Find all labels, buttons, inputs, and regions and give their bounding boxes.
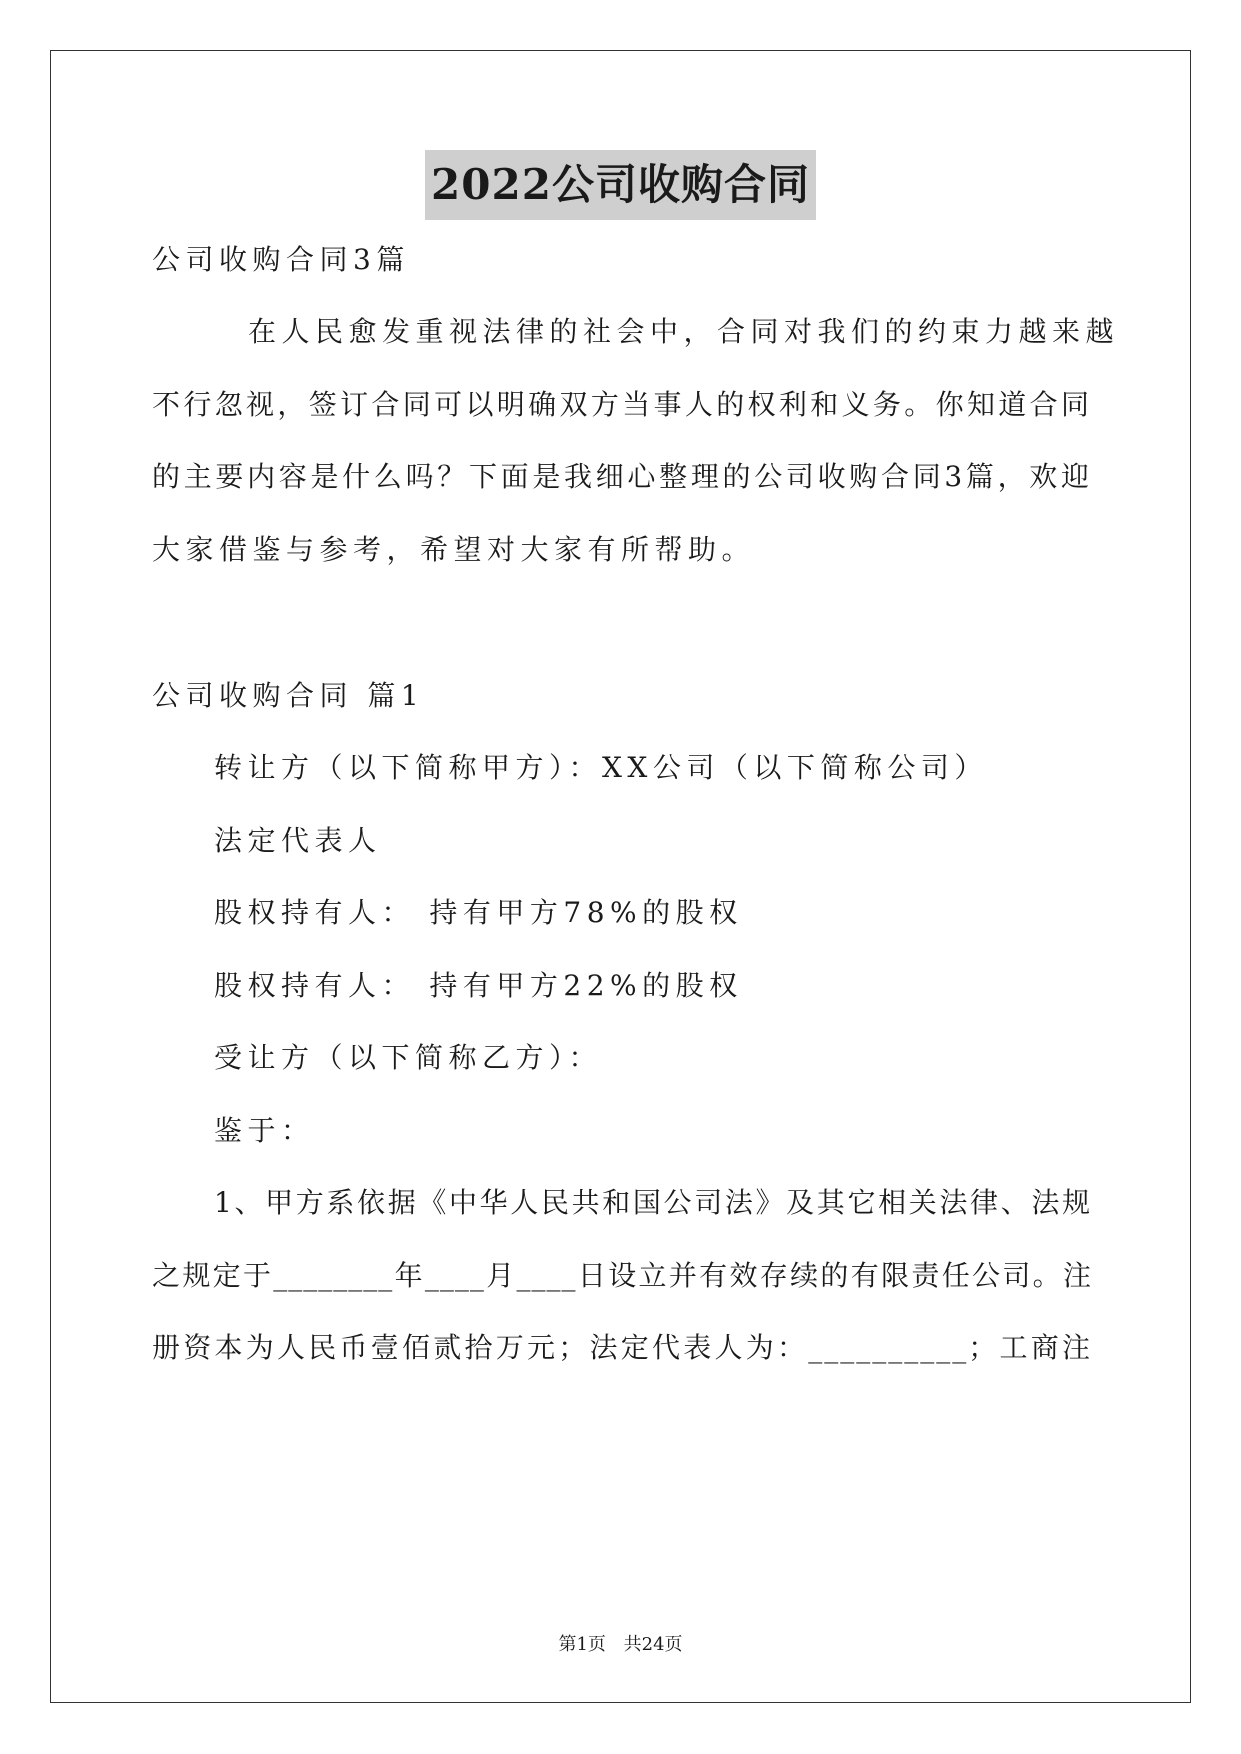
section-heading: 公司收购合同 篇1	[152, 679, 425, 712]
document-title: 2022公司收购合同	[425, 150, 816, 220]
intro-line-3: 的主要内容是什么吗？下面是我细心整理的公司收购合同3篇，欢迎	[152, 460, 1092, 493]
clause-1-line-3: 册资本为人民币壹佰贰拾万元；法定代表人为：__________；工商注	[152, 1331, 1092, 1364]
page-total: 共24页	[623, 1634, 683, 1655]
party-legal-rep: 法定代表人	[214, 824, 382, 857]
intro-line-4: 大家借鉴与参考，希望对大家有所帮助。	[152, 533, 756, 566]
page-number: 第1页	[558, 1634, 606, 1655]
clause-1-line-2: 之规定于________年____月____日设立并有效存续的有限责任公司。注	[152, 1259, 1092, 1292]
party-shareholder-2: 股权持有人： 持有甲方22%的股权	[214, 969, 743, 1002]
page-footer	[0, 1630, 1241, 1656]
party-shareholder-1: 股权持有人： 持有甲方78%的股权	[214, 896, 743, 929]
clause-1-line-1: 1、甲方系依据《中华人民共和国公司法》及其它相关法律、法规	[214, 1186, 1092, 1219]
page-border	[50, 50, 1191, 1703]
party-transferee: 受让方（以下简称乙方）：	[214, 1041, 603, 1074]
party-transferor: 转让方（以下简称甲方）：XX公司（以下简称公司）	[214, 751, 988, 784]
intro-line-2: 不行忽视，签订合同可以明确双方当事人的权利和义务。你知道合同	[152, 388, 1092, 421]
whereas-label: 鉴于：	[214, 1114, 315, 1147]
intro-line-1: 在人民愈发重视法律的社会中，合同对我们的约束力越来越	[248, 315, 1120, 348]
subtitle: 公司收购合同3篇	[152, 243, 410, 276]
